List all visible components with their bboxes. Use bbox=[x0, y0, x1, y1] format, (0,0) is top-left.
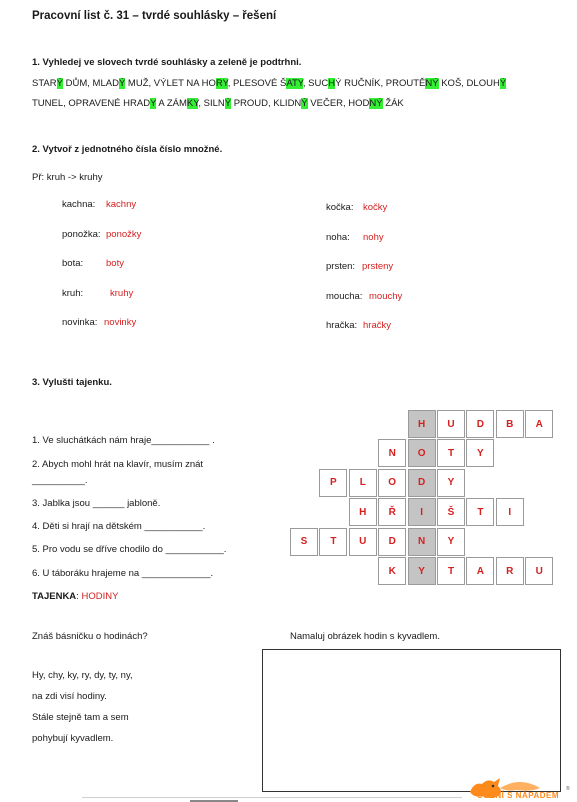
singular-word: kočka: bbox=[326, 202, 354, 213]
plural-answer: novinky bbox=[104, 317, 137, 328]
singular-word: ponožka: bbox=[62, 228, 101, 240]
crossword-cell[interactable]: O bbox=[378, 469, 406, 497]
solution-label: TAJENKA bbox=[32, 591, 77, 602]
crossword-cell[interactable]: Y bbox=[408, 557, 436, 585]
poem-line: Hy, chy, ky, ry, dy, ty, ny, bbox=[32, 670, 133, 681]
crossword-clue: __________. bbox=[32, 475, 88, 486]
crossword-cell[interactable]: N bbox=[378, 439, 406, 467]
crossword-cell[interactable]: A bbox=[525, 410, 553, 438]
highlighted-consonant: N bbox=[369, 98, 377, 109]
text-segment: Ý RUČNÍK, PROUTĚ bbox=[335, 78, 426, 89]
crossword-cell[interactable]: B bbox=[496, 410, 524, 438]
highlighted-consonant: RY bbox=[215, 78, 228, 89]
singular-word: novinka: bbox=[62, 317, 98, 328]
task3-heading: 3. Vylušti tajenku. bbox=[32, 377, 112, 388]
highlighted-consonant: Ý bbox=[56, 78, 63, 89]
task2-example: Př: kruh -> kruhy bbox=[32, 172, 103, 183]
page-title: Pracovní list č. 31 – tvrdé souhlásky – řešení bbox=[32, 10, 277, 22]
solution-line bbox=[32, 591, 118, 602]
plural-answer: mouchy bbox=[369, 290, 403, 302]
singular-word: prsten: bbox=[326, 261, 356, 272]
task1-heading: 1. Vyhledej ve slovech tvrdé souhlásky a zeleně je podtrhni. bbox=[32, 57, 302, 68]
text-segment: DŮM, MLAD bbox=[62, 78, 119, 89]
crossword-clue: 1. Ve sluchátkách nám hraje___________ . bbox=[32, 435, 215, 446]
task1-line-2 bbox=[32, 98, 404, 109]
highlighted-consonant: Ý bbox=[224, 98, 232, 109]
text-segment: MUŽ, VÝLET NA HO bbox=[125, 78, 216, 89]
highlighted-consonant: Ý bbox=[118, 78, 126, 89]
crossword-cell[interactable]: U bbox=[437, 410, 465, 438]
highlighted-consonant: H bbox=[328, 78, 336, 89]
crossword-cell[interactable]: Y bbox=[437, 528, 465, 556]
crossword-cell[interactable]: Y bbox=[466, 439, 494, 467]
text-segment: STAR bbox=[32, 78, 57, 89]
crossword-clue: 6. U táboráku hrajeme na _____________. bbox=[32, 568, 214, 579]
highlighted-consonant: ATY bbox=[286, 78, 303, 89]
crossword-clue: 2. Abych mohl hrát na klavír, musím znát bbox=[32, 459, 204, 470]
crossword-cell[interactable]: N bbox=[408, 528, 436, 556]
crossword-cell[interactable]: O bbox=[408, 439, 436, 467]
task2-heading: 2. Vytvoř z jednotného čísla číslo množné. bbox=[32, 144, 223, 155]
text-segment: ŽÁK bbox=[382, 98, 404, 109]
plural-answer: kachny bbox=[106, 199, 137, 210]
poem-line: na zdi visí hodiny. bbox=[32, 691, 107, 702]
crossword-cell[interactable]: I bbox=[408, 498, 436, 526]
highlighted-consonant: Ý bbox=[376, 98, 383, 109]
plural-answer: boty bbox=[106, 258, 124, 269]
crossword-cell[interactable]: T bbox=[437, 557, 465, 585]
registered-mark: ® bbox=[566, 786, 570, 792]
logo-text: UČENÍ S NÁPADEM bbox=[477, 791, 560, 800]
singular-word: bota: bbox=[62, 258, 84, 269]
crossword-clue: 3. Jablka jsou ______ jabloně. bbox=[32, 498, 161, 509]
singular-word: moucha: bbox=[326, 290, 363, 302]
crossword-cell[interactable]: K bbox=[378, 557, 406, 585]
crossword-cell[interactable]: Y bbox=[437, 469, 465, 497]
poem-line: Stále stejně tam a sem bbox=[32, 712, 129, 723]
crossword-cell[interactable]: T bbox=[466, 498, 494, 526]
crossword-clue: 4. Děti si hrají na dětském ___________. bbox=[32, 521, 206, 532]
footer-divider bbox=[82, 797, 462, 798]
text-segment: A ZÁM bbox=[156, 98, 187, 109]
crossword-cell[interactable]: U bbox=[525, 557, 553, 585]
crossword-cell[interactable]: U bbox=[349, 528, 377, 556]
crossword-cell[interactable]: Ř bbox=[378, 498, 406, 526]
highlighted-consonant: Y bbox=[150, 98, 157, 109]
plural-answer: ponožky bbox=[106, 228, 142, 240]
plural-answer: prsteny bbox=[362, 261, 394, 272]
crossword-cell[interactable]: H bbox=[349, 498, 377, 526]
poem-line: pohybují kyvadlem. bbox=[32, 733, 114, 744]
solution-word: HODINY bbox=[81, 591, 119, 602]
singular-word: hračka: bbox=[326, 320, 358, 331]
plural-answer: kočky bbox=[363, 202, 388, 213]
text-segment: KOŠ, DLOUH bbox=[438, 78, 500, 89]
plural-answer: kruhy bbox=[110, 287, 134, 299]
crossword-cell[interactable]: D bbox=[466, 410, 494, 438]
plural-answer: nohy bbox=[363, 231, 384, 243]
text-segment: , SILN bbox=[198, 98, 225, 109]
plural-answer: hračky bbox=[363, 320, 391, 331]
crossword-cell[interactable]: T bbox=[319, 528, 347, 556]
crossword-cell[interactable]: Š bbox=[437, 498, 465, 526]
crossword-cell[interactable]: P bbox=[319, 469, 347, 497]
text-segment: VEČER, HOD bbox=[307, 98, 370, 109]
crossword-cell[interactable]: T bbox=[437, 439, 465, 467]
task1-line-1 bbox=[32, 78, 506, 89]
crossword-cell[interactable]: D bbox=[408, 469, 436, 497]
crossword-cell[interactable]: L bbox=[349, 469, 377, 497]
singular-word: kachna: bbox=[62, 199, 96, 210]
highlighted-consonant: Ý bbox=[301, 98, 308, 109]
highlighted-consonant: NÝ bbox=[425, 78, 439, 89]
highlighted-consonant: KY bbox=[186, 98, 199, 109]
text-segment: PROUD, KLIDN bbox=[231, 98, 302, 109]
highlighted-consonant: Ý bbox=[499, 78, 507, 89]
text-segment: , PLESOVÉ Š bbox=[227, 78, 287, 89]
crossword-cell[interactable]: A bbox=[466, 557, 494, 585]
crossword-cell[interactable]: D bbox=[378, 528, 406, 556]
poem-question: Znáš básničku o hodinách? bbox=[32, 631, 148, 642]
solution-colon: : bbox=[76, 591, 82, 602]
draw-label: Namaluj obrázek hodin s kyvadlem. bbox=[290, 631, 440, 642]
crossword-cell[interactable]: H bbox=[408, 410, 436, 438]
text-segment: TUNEL, OPRAVENÉ HRAD bbox=[32, 98, 151, 109]
singular-word: kruh: bbox=[62, 287, 84, 299]
singular-word: noha: bbox=[326, 231, 350, 243]
text-segment: , SUC bbox=[302, 78, 329, 89]
crossword-cell[interactable]: I bbox=[496, 498, 524, 526]
crossword-clue: 5. Pro vodu se dříve chodilo do ___________. bbox=[32, 544, 227, 555]
crossword-cell[interactable]: S bbox=[290, 528, 318, 556]
crossword-cell[interactable]: R bbox=[496, 557, 524, 585]
